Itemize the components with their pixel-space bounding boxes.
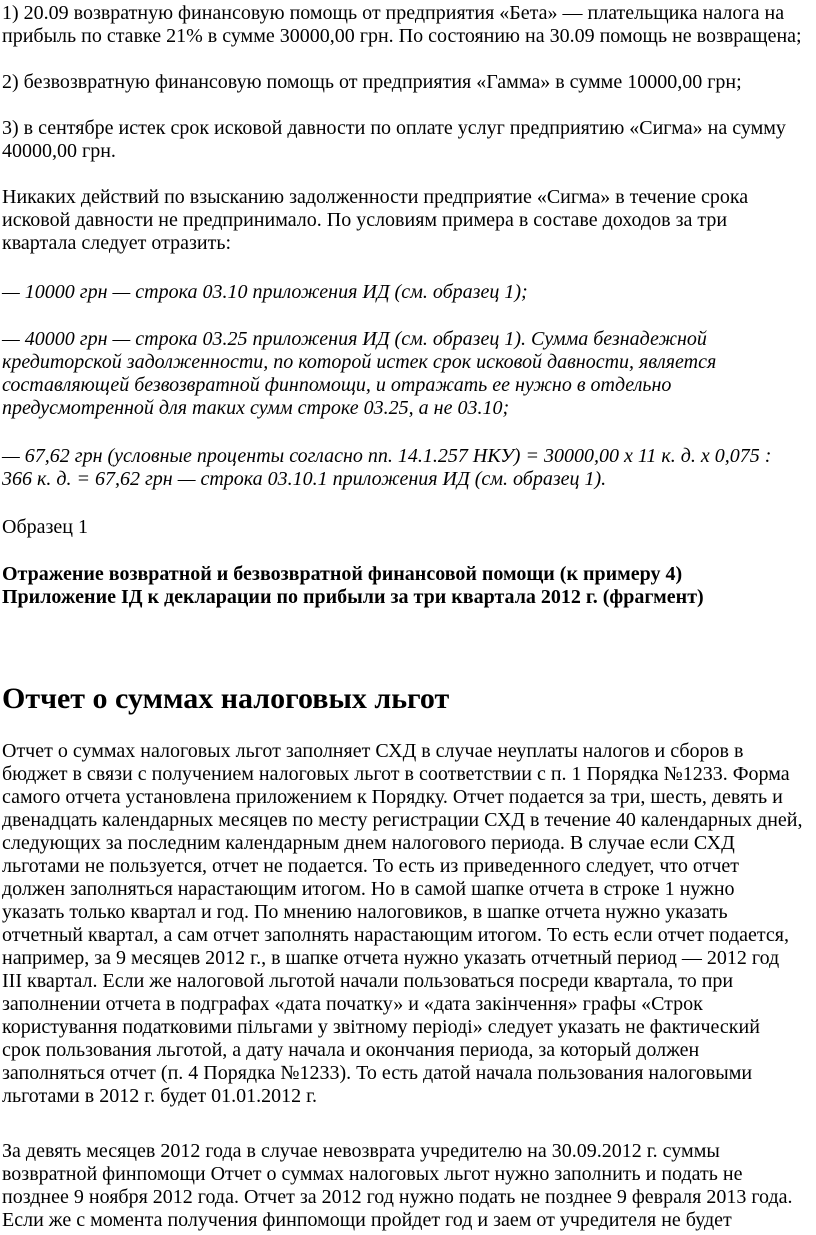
text-line: Отражение возвратной и безвозвратной финансовой помощи (к примеру 4) <box>2 563 683 585</box>
sample-caption <box>2 563 704 609</box>
dash-item-2 <box>2 328 716 420</box>
text-line: Приложение ІД к декларации по прибыли за три квартала 2012 г. (фрагмент) <box>2 586 704 608</box>
dash-item-1 <box>2 281 528 304</box>
text-line: За девять месяцев 2012 года в случае невозврата учредителю на 30.09.2012 г. суммы <box>2 1140 720 1162</box>
text-line: следующих за последним календарным днем налогового периода. В случае если СХД <box>2 832 735 854</box>
text-line: возвратной финпомощи Отчет о суммах налоговых льгот нужно заполнить и подать не <box>2 1163 743 1185</box>
text-line: користування податковими пільгами у звітному періоді» следует указать не фактический <box>2 1016 760 1038</box>
text-line: квартала следует отразить: <box>2 232 232 254</box>
text-line: прибыль по ставке 21% в сумме 30000,00 грн. По состоянию на 30.09 помощь не возвращена; <box>2 25 802 47</box>
text-line: бюджет в связи с получением налоговых льгот в соответствии с п. 1 Порядка №1233. Форма <box>2 763 790 785</box>
text-line: III квартал. Если же налоговой льготой начали пользоваться посреди квартала, то при <box>2 970 734 992</box>
text-line: — 10000 грн — строка 03.10 приложения ИД (см. образец 1); <box>2 281 528 303</box>
text-line: 1) 20.09 возвратную финансовую помощь от предприятия «Бета» — плательщика налога на <box>2 2 785 24</box>
section-heading: Отчет о суммах налоговых льгот <box>2 682 450 715</box>
text-line: заполнении отчета в подграфах «дата початку» и «дата закінчення» графы «Строк <box>2 993 703 1015</box>
sample-label-text: Образец 1 <box>2 516 88 538</box>
text-line: самого отчета установлена приложением к Порядку. Отчет подается за три, шесть, девять и <box>2 786 783 808</box>
sample-label <box>2 516 88 539</box>
list-item-2 <box>2 71 742 94</box>
text-line: предусмотренной для таких сумм строке 03.25, а не 03.10; <box>2 397 510 419</box>
text-line: Отчет о суммах налоговых льгот заполняет СХД в случае неуплаты налогов и сборов в <box>2 740 744 762</box>
text-line: кредиторской задолженности, по которой истек срок исковой давности, является <box>2 351 717 373</box>
text-line: 3) в сентябре истек срок исковой давности по оплате услуг предприятию «Сигма» на сумму <box>2 117 786 139</box>
text-line: двенадцать календарных месяцев по месту регистрации СХД в течение 40 календарных дней, <box>2 809 803 831</box>
text-line: 366 к. д. = 67,62 грн — строка 03.10.1 приложения ИД (см. образец 1). <box>2 468 607 490</box>
text-line: льготами в 2012 г. будет 01.01.2012 г. <box>2 1085 318 1107</box>
text-line: льготами не пользуется, отчет не подается. То есть из приведенного следует, что отчет <box>2 855 740 877</box>
dash-item-3 <box>2 445 771 491</box>
text-line: указать только квартал и год. По мнению налоговиков, в шапке отчета нужно указать <box>2 901 728 923</box>
text-line: заполняться отчет (п. 4 Порядка №1233). То есть датой начала пользования налоговыми <box>2 1062 753 1084</box>
list-item-3 <box>2 117 786 163</box>
text-line: срок пользования льготой, а дату начала и окончания периода, за который должен <box>2 1039 700 1061</box>
text-line: отчетный квартал, а сам отчет заполнять нарастающим итогом. То есть если отчет подается, <box>2 924 789 946</box>
text-line: Если же с момента получения финпомощи пройдет год и заем от учредителя не будет <box>2 1209 732 1231</box>
text-line: 40000,00 грн. <box>2 140 116 162</box>
list-item-1 <box>2 2 802 48</box>
text-line: составляющей безвозвратной финпомощи, и отражать ее нужно в отдельно <box>2 374 672 396</box>
paragraph-nikakih <box>2 186 748 255</box>
text-line: Никаких действий по взысканию задолженности предприятие «Сигма» в течение срока <box>2 186 749 208</box>
paragraph-otchet <box>2 740 803 1108</box>
text-line: — 40000 грн — строка 03.25 приложения ИД (см. образец 1). Сумма безнадежной <box>2 328 707 350</box>
paragraph-za-devyat <box>2 1140 793 1232</box>
text-line: позднее 9 ноября 2012 года. Отчет за 2012 год нужно подать не позднее 9 февраля 2013 года. <box>2 1186 793 1208</box>
text-line: должен заполняться нарастающим итогом. Но в самой шапке отчета в строке 1 нужно <box>2 878 735 900</box>
text-line: исковой давности не предпринимало. По условиям примера в составе доходов за три <box>2 209 728 231</box>
text-line: 2) безвозвратную финансовую помощь от предприятия «Гамма» в сумме 10000,00 грн; <box>2 71 742 93</box>
text-line: — 67,62 грн (условные проценты согласно пп. 14.1.257 НКУ) = 30000,00 х 11 к. д. х 0,075 : <box>2 445 772 467</box>
text-line: например, за 9 месяцев 2012 г., в шапке отчета нужно указать отчетный период — 2012 год <box>2 947 780 969</box>
